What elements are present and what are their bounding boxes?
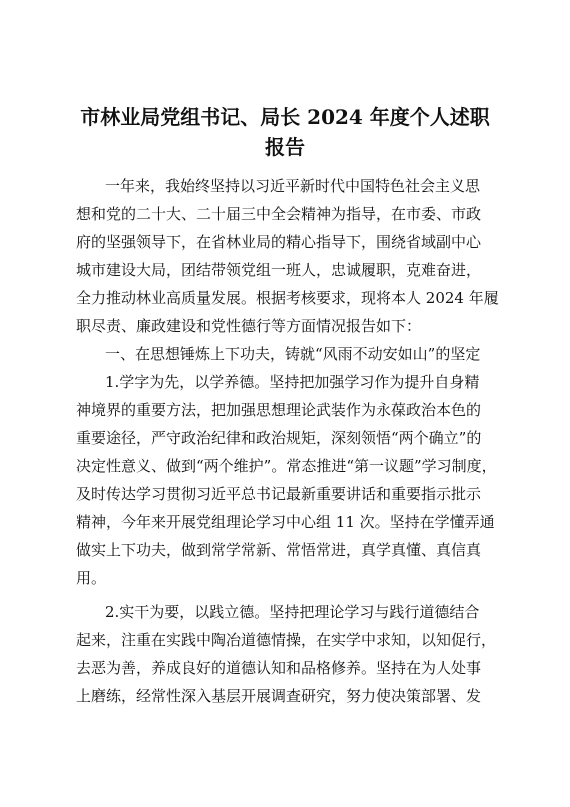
paragraph-line: 城市建设大局，团结带领党组一班人，忠诚履职，克难奋进， <box>76 261 482 279</box>
section-heading: 一、在思想锤炼上下功夫，铸就“风雨不动安如山”的坚定 <box>105 345 481 363</box>
paragraph-line: 决定性意义、做到“两个维护”。常态推进“第一议题”学习制度， <box>76 457 497 475</box>
document-title <box>0 102 570 162</box>
paragraph-line: 职尽责、廉政建设和党性德行等方面情况报告如下： <box>76 317 422 335</box>
paragraph-line: 做实上下功夫，做到常学常新、常悟常进，真学真懂、真信真 <box>76 541 482 559</box>
paragraph-line: 一年来，我始终坚持以习近平新时代中国特色社会主义思 <box>105 177 481 195</box>
paragraph-line: 及时传达学习贯彻习近平总书记最新重要讲话和重要指示批示 <box>76 485 482 503</box>
paragraph-line: 1.学字为先，以学养德。坚持把加强学习作为提升自身精 <box>105 373 480 391</box>
paragraph-line: 2.实干为要，以践立德。坚持把理论学习与践行道德结合 <box>105 603 480 621</box>
title-line: 报告 <box>265 135 305 159</box>
document-body <box>76 172 499 710</box>
paragraph-line: 精神，今年来开展党组理论学习中心组 11 次。坚持在学懂弄通 <box>76 513 495 531</box>
paragraph-line: 府的坚强领导下，在省林业局的精心指导下，围绕省域副中心 <box>76 233 482 251</box>
paragraph-line: 用。 <box>76 569 107 587</box>
paragraph-line: 重要途径，严守政治纪律和政治规矩，深刻领悟“两个确立”的 <box>76 429 482 447</box>
paragraph-line: 神境界的重要方法，把加强思想理论武装作为永葆政治本色的 <box>76 401 482 419</box>
paragraph-line: 起来，注重在实践中陶冶道德情操，在实学中求知，以知促行， <box>76 631 497 649</box>
paragraph-line: 上磨练，经常性深入基层开展调查研究，努力使决策部署、发 <box>76 687 482 705</box>
title-line: 市林业局党组书记、局长 2024 年度个人述职 <box>80 105 490 129</box>
paragraph-line: 想和党的二十大、二十届三中全会精神为指导，在市委、市政 <box>76 205 482 223</box>
paragraph-line: 去恶为善，养成良好的道德认知和品格修养。坚持在为人处事 <box>76 659 482 677</box>
paragraph-line: 全力推动林业高质量发展。根据考核要求，现将本人 2024 年履 <box>76 289 499 307</box>
